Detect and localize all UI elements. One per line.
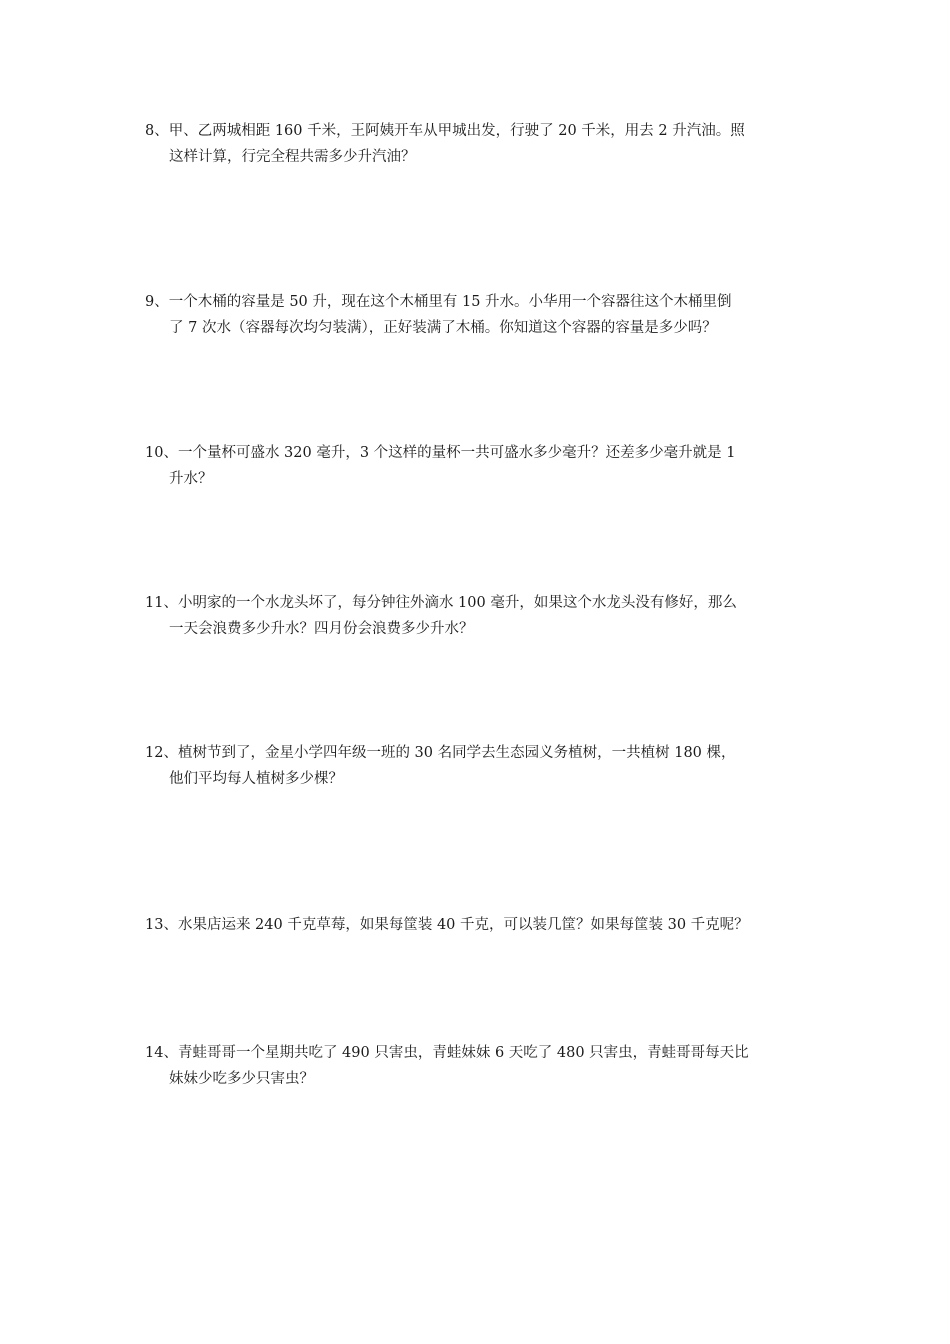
problem-line: 9、一个木桶的容量是 50 升，现在这个木桶里有 15 升水。小华用一个容器往这个木桶里倒: [145, 294, 732, 310]
problem-8: [145, 118, 815, 170]
problem-line: 14、青蛙哥哥一个星期共吃了 490 只害虫，青蛙妹妹 6 天吃了 480 只害虫，青蛙哥哥每天比: [145, 1045, 749, 1061]
problem-12: [145, 740, 815, 792]
problem-line: 升水？: [169, 471, 213, 487]
problem-line: 13、水果店运来 240 千克草莓，如果每筐装 40 千克，可以装几筐？如果每筐装 30 千克呢？: [145, 917, 749, 933]
problem-line: 了 7 次水（容器每次均匀装满），正好装满了木桶。你知道这个容器的容量是多少吗？: [169, 320, 717, 336]
problem-line: 8、甲、乙两城相距 160 千米，王阿姨开车从甲城出发，行驶了 20 千米，用去 2 升汽油。照: [145, 123, 745, 139]
problem-line: 10、一个量杯可盛水 320 毫升，3 个这样的量杯一共可盛水多少毫升？还差多少毫升就是 1: [145, 445, 736, 461]
problem-line: 这样计算，行完全程共需多少升汽油？: [169, 149, 416, 165]
problem-10: [145, 440, 815, 492]
problem-line: 妹妹少吃多少只害虫？: [169, 1071, 314, 1087]
problem-13: [145, 912, 815, 938]
problem-11: [145, 590, 815, 642]
problem-14: [145, 1040, 815, 1092]
problem-line: 11、小明家的一个水龙头坏了，每分钟往外滴水 100 毫升，如果这个水龙头没有修好，那么: [145, 595, 737, 611]
problem-line: 他们平均每人植树多少棵？: [169, 771, 343, 787]
problem-line: 12、植树节到了，金星小学四年级一班的 30 名同学去生态园义务植树，一共植树 180 棵，: [145, 745, 736, 761]
problem-9: [145, 289, 815, 341]
problem-line: 一天会浪费多少升水？四月份会浪费多少升水？: [169, 621, 474, 637]
